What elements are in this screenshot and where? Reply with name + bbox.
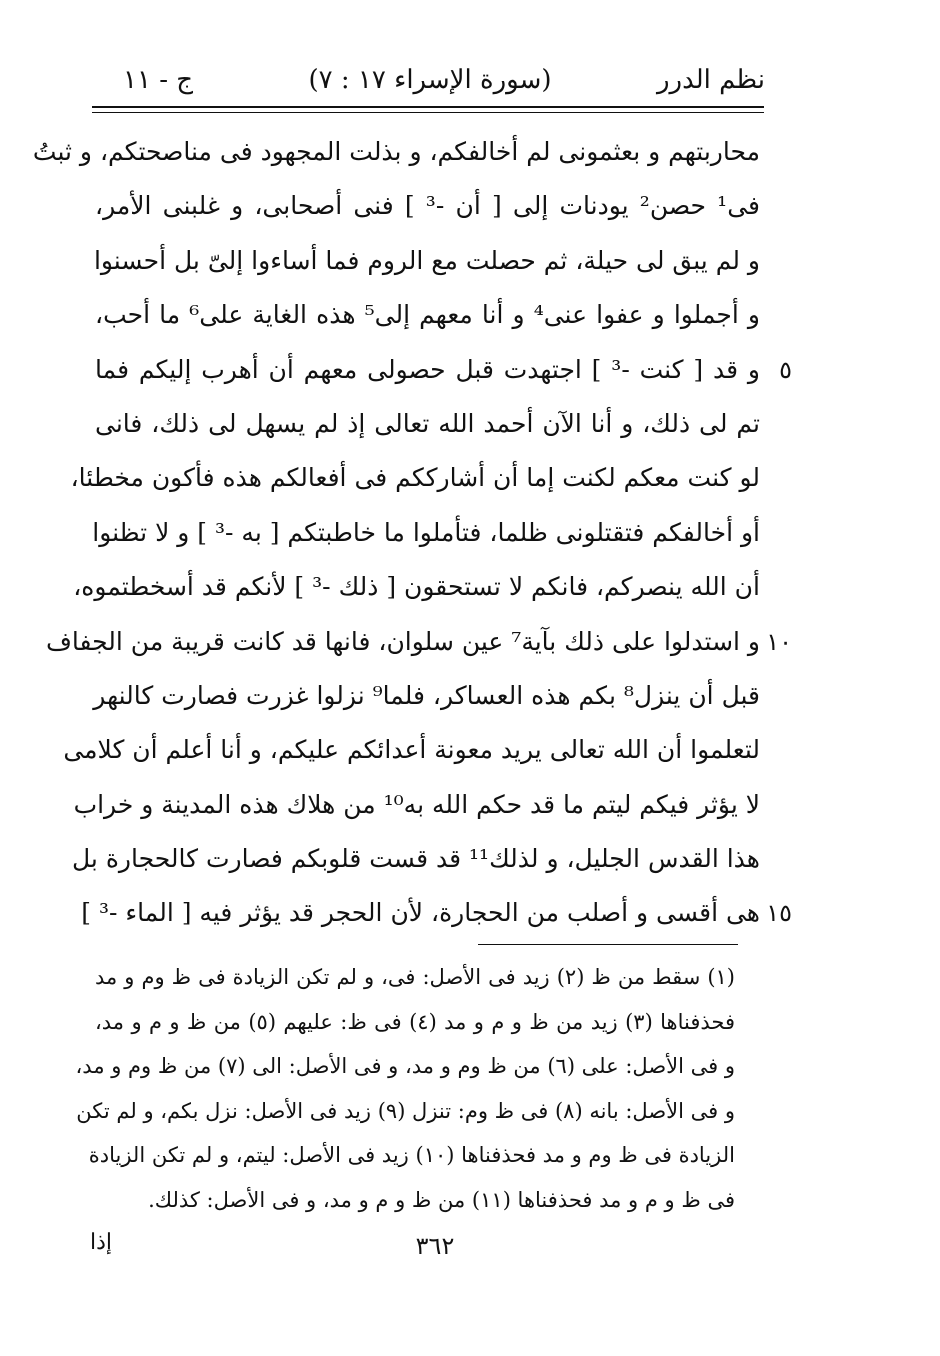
text-line (71, 832, 760, 886)
text-line-content: هى أقسى و أصلب من الحجارة، لأن الحجر قد يؤثر فيه [ الماء -³ ] (81, 898, 760, 928)
footnote-line: و فى الأصل: على (٦) من ظ وم و مد، و فى الأصل: الى (٧) من ظ وم و مد، (75, 1054, 735, 1078)
text-line-content: و استدلوا على ذلك بآية⁷ عين سلوان، فانها قد كانت قريبة من الجفاف (45, 626, 760, 656)
text-line (95, 343, 792, 397)
main-text (32, 125, 792, 941)
header-rule (92, 106, 764, 108)
text-line (95, 669, 760, 723)
text-line-content: لا يؤثر فيكم ليتم ما قد حكم الله به¹⁰ من هلاك هذه المدينة و خراب (73, 789, 760, 819)
text-line (95, 234, 760, 288)
footnote-separator (478, 944, 738, 945)
text-line-content: محاربتهم و بعثمونى لم أخالفكم، و بذلت المجهود فى مناصحتكم، و ثبتُ (32, 137, 760, 166)
text-line-content: فى¹ حصن² يودنات إلى [ أن -³ ] فنى أصحابى، و غلبنى الأمر، (95, 191, 760, 221)
text-line (95, 288, 760, 342)
line-number: ٥ (779, 355, 792, 384)
text-line-content: لو كنت معكم لكنت إما أن أشارككم فى أفعالكم هذه فأكون مخطئا، (70, 463, 760, 493)
text-line-content: و أجملوا و عفوا عنى⁴ و أنا معهم إلى⁵ هذه الغاية على⁶ ما أحب، (95, 300, 760, 330)
text-line (63, 723, 760, 777)
text-line (70, 451, 760, 505)
text-line-content: أو أخالفكم فتقتلونى ظلما، فتأملوا ما خاطبتكم [ به -³ ] و لا تظنوا (92, 517, 760, 547)
surah-reference: (سورة الإسراء ١٧ : ٧) (308, 65, 552, 95)
text-line (95, 179, 760, 233)
volume-number: ج - ١١ (123, 65, 194, 95)
text-line (32, 125, 760, 179)
text-line-content: هذا القدس الجليل، و لذلك¹¹ قد قست قلوبكم فصارت كالحجارة بل (71, 844, 760, 874)
footnote-line: و فى الأصل: بانه (٨) فى ظ وم: تنزل (٩) زيد فى الأصل: نزل بكم، و لم تكن (76, 1098, 735, 1123)
text-line-content: تم لى ذلك، و أنا الآن أحمد الله تعالى إذ لم يسهل لى ذلك، فانى (95, 408, 760, 438)
text-line (95, 397, 760, 451)
text-line (73, 560, 760, 614)
text-line (81, 886, 792, 940)
text-line (45, 615, 792, 669)
text-line-content: قبل أن ينزل⁸ بكم هذه العساكر، فلما⁹ نزلوا غزرت فصارت كالنهر (93, 680, 760, 710)
catchword: إذا (90, 1230, 113, 1255)
text-line-content: و لم يبق لى حيلة، ثم حصلت مع الروم فما أساءوا إلىّ بل أحسنوا (93, 245, 760, 275)
text-line-content: و قد [ كنت -³ ] اجتهدت قبل حصولى معهم أن أهرب إليكم فما (95, 354, 760, 384)
line-number: ١٠ (766, 627, 792, 656)
text-line-content: لتعلموا أن الله تعالى يريد معونة أعدائكم عليكم، و أنا أعلم أن كلامى (63, 735, 760, 765)
text-line-content: أن الله ينصركم، فانكم لا تستحقون [ ذلك -³ ] لأنكم قد أسخطتموه، (73, 572, 760, 602)
footnote-line: (١) سقط من ظ (٢) زيد فى الأصل: فى، و لم تكن الزيادة فى ظ وم و مد (95, 965, 735, 989)
page-number: ٣٦٢ (415, 1232, 455, 1260)
line-number: ١٥ (766, 899, 792, 928)
footnote-line: فحذفناها (٣) زيد من ظ و م و مد (٤) فى ظ: عليهم (٥) من ظ و م و مد، (95, 1009, 736, 1034)
text-line (92, 506, 760, 560)
footnote-line: فى ظ و م و مد فحذفناها (١١) من ظ و م و مد، و فى الأصل: كذلك. (148, 1187, 735, 1212)
footnotes (75, 955, 736, 1222)
book-title: نظم الدرر (656, 65, 765, 95)
footnote-line: الزيادة فى ظ وم و مد فحذفناها (١٠) زيد فى الأصل: ليتم، و لم تكن الزيادة (88, 1143, 735, 1167)
text-line (73, 778, 760, 832)
running-header (95, 60, 765, 100)
header-rule-thin (92, 112, 764, 113)
